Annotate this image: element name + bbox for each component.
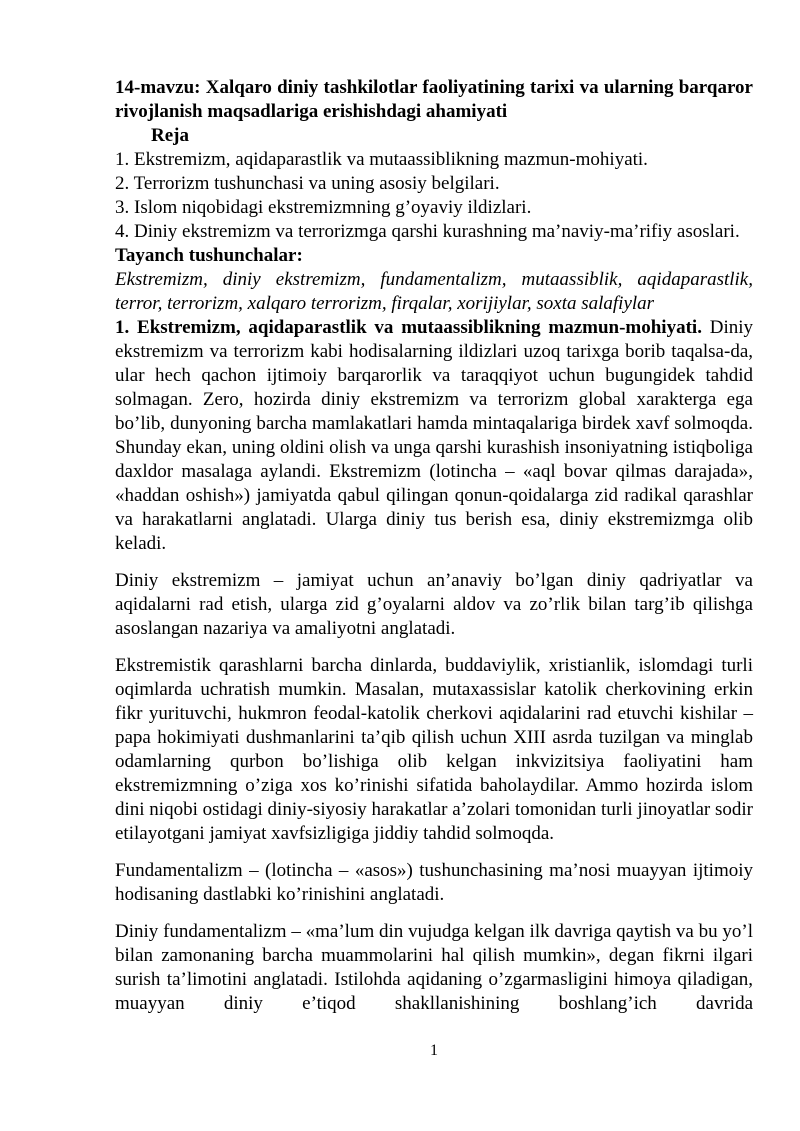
paragraph-diniy-ekstremizm: Diniy ekstremizm – jamiyat uchun an’anaviy bo’lgan diniy qadriyatlar va aqidalarni rad etish, ularga zid g’oyalarni aldov va zo’rlik bilan targ’ib qilishga asoslangan nazariya va amaliyotni anglatadi. bbox=[115, 570, 753, 639]
paragraph-fundamentalizm: Fundamentalizm – (lotincha – «asos») tushunchasining ma’nosi muayyan ijtimoiy hodisaning dastlabki ko’rinishini anglatadi. bbox=[115, 860, 753, 905]
paragraph-ekstremistik-qarashlar: Ekstremistik qarashlarni barcha dinlarda, buddaviylik, xristianlik, islomdagi turli oqimlarda uchratish mumkin. Masalan, mutaxassislar katolik cherkovining erkin fikr yurituvchi, hukmron feodal-katolik cherkovi aqidalarini rad etuvchi kishilar – papa hokimiyati dushmanlarini ta’qib qilish uchun XIII asrda tuzilgan va minglab odamlarning qurbon bo’lishiga olib kelgan inkvizitsiya faoliyatini ham ekstremizmning o’ziga xos ko’rinishi sifatida baholaydilar. Ammo hozirda islom dini niqobi ostidagi diniy-siyosiy harakatlar a’zolari tomonidan turli jinoyatlar sodir etilayotgani jamiyat xavfsizligiga jiddiy tahdid solmoqda. bbox=[115, 655, 753, 844]
plan-list bbox=[115, 148, 753, 244]
plan-heading: Reja bbox=[151, 125, 189, 146]
paragraph-diniy-fundamentalizm: Diniy fundamentalizm – «ma’lum din vujudga kelgan ilk davriga qaytish va bu yo’l bilan zamonaning barcha muammolarini hal qilish mumkin», degan fikrni ilgari surish ta’limotini anglatadi. Istilohda aqidaning o’zgarmasligini himoya qiladigan, muayyan diniy e’tiqod shakllanishining boshlang’ich davrida bbox=[115, 921, 753, 1014]
plan-item-1: 1. Ekstremizm, aqidaparastlik va mutaassiblikning mazmun-mohiyati. bbox=[115, 149, 648, 170]
plan-item-2: 2. Terrorizm tushunchasi va uning asosiy belgilari. bbox=[115, 173, 500, 194]
page-number: 1 bbox=[430, 1042, 438, 1059]
section-1-paragraph bbox=[115, 316, 753, 556]
document-title: 14-mavzu: Xalqaro diniy tashkilotlar faoliyatining tarixi va ularning barqaror rivojlanish maqsadlariga erishishdagi ahamiyati bbox=[115, 77, 753, 122]
plan-item-3: 3. Islom niqobidagi ekstremizmning g’oyaviy ildizlari. bbox=[115, 197, 532, 218]
key-terms-heading: Tayanch tushunchalar: bbox=[115, 245, 303, 266]
document-body bbox=[115, 76, 753, 1016]
key-terms-list: Ekstremizm, diniy ekstremizm, fundamentalizm, mutaassiblik, aqidaparastlik, terror, terrorizm, xalqaro terrorizm, firqalar, xorijiylar, soxta salafiylar bbox=[115, 269, 753, 314]
plan-item-4: 4. Diniy ekstremizm va terrorizmga qarshi kurashning ma’naviy-ma’rifiy asoslari. bbox=[115, 221, 740, 242]
section-1-body: Diniy ekstremizm va terrorizm kabi hodisalarning ildizlari uzoq tarixga borib taqalsa-da, ular hech qachon ijtimoiy barqarorlik va taraqqiyot uchun bugungidek tahdid solmagan. Zero, hozirda diniy ekstremizm va terrorizm global xarakterga ega bo’lib, dunyoning barcha mamlakatlari hamda mintaqalariga birdek xavf solmoqda. Shunday ekan, uning oldini olish va unga qarshi kurashish insoniyatning istiqboliga daxldor masalaga aylandi. Ekstremizm (lotincha – «aql bovar qilmas darajada», «haddan oshish») jamiyatda qabul qilingan qonun-qoidalarga zid radikal qarashlar va harakatlarni anglatadi. Ularga diniy tus berish esa, diniy ekstremizmga olib keladi. bbox=[115, 317, 754, 554]
section-1-heading: 1. Ekstremizm, aqidaparastlik va mutaassiblikning mazmun-mohiyati. bbox=[115, 317, 702, 338]
